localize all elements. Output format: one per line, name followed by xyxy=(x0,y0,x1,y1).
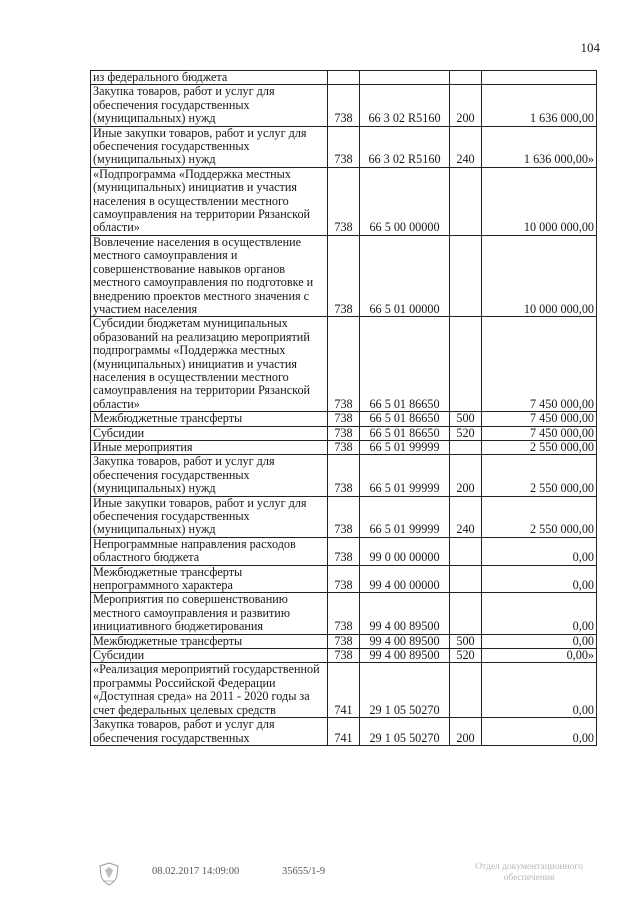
footer-stamp xyxy=(454,862,604,884)
cell-name: «Подпрограмма «Поддержка местных (муниципальных) инициатив и участия населения в осуществлении местного самоуправления на территории Рязанской области» xyxy=(91,167,328,235)
cell-amount: 7 450 000,00 xyxy=(482,317,597,412)
cell-amount: 7 450 000,00 xyxy=(482,412,597,426)
cell-code: 738 xyxy=(328,593,360,634)
footer-stamp-line: обеспечения xyxy=(503,873,555,883)
cell-article: 66 5 00 00000 xyxy=(360,167,450,235)
page-number: 104 xyxy=(580,40,600,55)
table-row xyxy=(91,718,597,746)
table-row xyxy=(91,126,597,167)
cell-name: Иные закупки товаров, работ и услуг для обеспечения государственных (муниципальных) нужд xyxy=(91,126,328,167)
cell-code: 738 xyxy=(328,634,360,648)
cell-expense-type: 520 xyxy=(450,426,482,440)
coat-of-arms-icon xyxy=(98,862,120,886)
cell-amount: 7 450 000,00 xyxy=(482,426,597,440)
cell-code: 738 xyxy=(328,412,360,426)
cell-expense-type: 500 xyxy=(450,412,482,426)
cell-code: 738 xyxy=(328,649,360,663)
cell-code: 738 xyxy=(328,85,360,126)
cell-name: Субсидии xyxy=(91,426,328,440)
footer-date: 08.02.2017 14:09:00 xyxy=(152,866,240,877)
cell-expense-type xyxy=(450,663,482,718)
cell-code: 738 xyxy=(328,440,360,454)
cell-code: 738 xyxy=(328,565,360,593)
table-row xyxy=(91,440,597,454)
cell-code: 738 xyxy=(328,235,360,316)
cell-name: Непрограммные направления расходов областного бюджета xyxy=(91,537,328,565)
cell-article: 99 4 00 89500 xyxy=(360,649,450,663)
cell-article xyxy=(360,71,450,85)
cell-article: 66 5 01 99999 xyxy=(360,455,450,496)
footer-doc-id: 35655/1-9 xyxy=(282,866,326,877)
cell-code: 738 xyxy=(328,496,360,537)
cell-amount: 0,00 xyxy=(482,663,597,718)
cell-article: 66 5 01 86650 xyxy=(360,412,450,426)
cell-amount: 10 000 000,00 xyxy=(482,167,597,235)
cell-expense-type xyxy=(450,235,482,316)
table-row xyxy=(91,235,597,316)
cell-expense-type: 240 xyxy=(450,496,482,537)
cell-amount: 0,00 xyxy=(482,634,597,648)
cell-amount: 0,00 xyxy=(482,593,597,634)
cell-article: 99 4 00 89500 xyxy=(360,634,450,648)
cell-name: Мероприятия по совершенствованию местного самоуправления и развитию инициативного бюджетирования xyxy=(91,593,328,634)
cell-name: Субсидии бюджетам муниципальных образований на реализацию мероприятий подпрограммы «Поддержка местных (муниципальных) инициатив и участия населения в осуществлении местного самоуправления на территории Рязанской области» xyxy=(91,317,328,412)
table-row xyxy=(91,649,597,663)
cell-expense-type: 200 xyxy=(450,718,482,746)
cell-expense-type xyxy=(450,565,482,593)
table-row xyxy=(91,663,597,718)
cell-article: 66 5 01 99999 xyxy=(360,440,450,454)
cell-expense-type xyxy=(450,317,482,412)
cell-name: Закупка товаров, работ и услуг для обеспечения государственных xyxy=(91,718,328,746)
cell-code: 738 xyxy=(328,455,360,496)
cell-amount: 2 550 000,00 xyxy=(482,496,597,537)
cell-expense-type xyxy=(450,537,482,565)
cell-name: Межбюджетные трансферты xyxy=(91,634,328,648)
cell-amount: 0,00 xyxy=(482,537,597,565)
cell-expense-type: 200 xyxy=(450,85,482,126)
table-row xyxy=(91,167,597,235)
cell-article: 66 3 02 R5160 xyxy=(360,85,450,126)
cell-expense-type xyxy=(450,593,482,634)
page-footer xyxy=(0,862,640,892)
cell-amount xyxy=(482,71,597,85)
cell-article: 99 4 00 00000 xyxy=(360,565,450,593)
cell-code: 741 xyxy=(328,718,360,746)
table-row xyxy=(91,496,597,537)
cell-expense-type: 240 xyxy=(450,126,482,167)
cell-name: из федерального бюджета xyxy=(91,71,328,85)
table-row xyxy=(91,426,597,440)
cell-article: 29 1 05 50270 xyxy=(360,663,450,718)
cell-amount: 0,00» xyxy=(482,649,597,663)
cell-amount: 1 636 000,00 xyxy=(482,85,597,126)
cell-expense-type: 500 xyxy=(450,634,482,648)
cell-code: 738 xyxy=(328,537,360,565)
footer-stamp-line: Отдел документационного xyxy=(475,862,583,872)
cell-article: 66 5 01 00000 xyxy=(360,235,450,316)
cell-expense-type xyxy=(450,440,482,454)
cell-name: Субсидии xyxy=(91,649,328,663)
cell-name: «Реализация мероприятий государственной программы Российской Федерации «Доступная среда» на 2011 - 2020 годы за счет федеральных целевых средств xyxy=(91,663,328,718)
cell-amount: 10 000 000,00 xyxy=(482,235,597,316)
cell-article: 66 5 01 86650 xyxy=(360,426,450,440)
cell-code: 738 xyxy=(328,426,360,440)
table-row xyxy=(91,537,597,565)
cell-code: 741 xyxy=(328,663,360,718)
cell-name: Вовлечение населения в осуществление местного самоуправления и совершенствование навыков органов местного самоуправления по подготовке и внедрению проектов местного значения с участием населения xyxy=(91,235,328,316)
cell-name: Иные закупки товаров, работ и услуг для обеспечения государственных (муниципальных) нужд xyxy=(91,496,328,537)
cell-name: Межбюджетные трансферты непрограммного характера xyxy=(91,565,328,593)
cell-code: 738 xyxy=(328,317,360,412)
cell-name: Закупка товаров, работ и услуг для обеспечения государственных (муниципальных) нужд xyxy=(91,85,328,126)
cell-code: 738 xyxy=(328,126,360,167)
cell-expense-type: 520 xyxy=(450,649,482,663)
cell-amount: 1 636 000,00» xyxy=(482,126,597,167)
cell-article: 29 1 05 50270 xyxy=(360,718,450,746)
cell-article: 99 4 00 89500 xyxy=(360,593,450,634)
cell-name: Межбюджетные трансферты xyxy=(91,412,328,426)
cell-article: 99 0 00 00000 xyxy=(360,537,450,565)
cell-expense-type xyxy=(450,71,482,85)
table-row xyxy=(91,412,597,426)
cell-article: 66 5 01 99999 xyxy=(360,496,450,537)
cell-expense-type: 200 xyxy=(450,455,482,496)
cell-expense-type xyxy=(450,167,482,235)
table-body xyxy=(91,71,597,746)
cell-code xyxy=(328,71,360,85)
cell-amount: 2 550 000,00 xyxy=(482,440,597,454)
cell-code: 738 xyxy=(328,167,360,235)
cell-amount: 0,00 xyxy=(482,565,597,593)
cell-name: Закупка товаров, работ и услуг для обеспечения государственных (муниципальных) нужд xyxy=(91,455,328,496)
table-row xyxy=(91,455,597,496)
table-row xyxy=(91,85,597,126)
table-row xyxy=(91,634,597,648)
cell-article: 66 3 02 R5160 xyxy=(360,126,450,167)
budget-table xyxy=(90,70,597,746)
cell-name: Иные мероприятия xyxy=(91,440,328,454)
table-row xyxy=(91,565,597,593)
table-row xyxy=(91,593,597,634)
cell-amount: 2 550 000,00 xyxy=(482,455,597,496)
cell-amount: 0,00 xyxy=(482,718,597,746)
cell-article: 66 5 01 86650 xyxy=(360,317,450,412)
table-row xyxy=(91,71,597,85)
table-row xyxy=(91,317,597,412)
